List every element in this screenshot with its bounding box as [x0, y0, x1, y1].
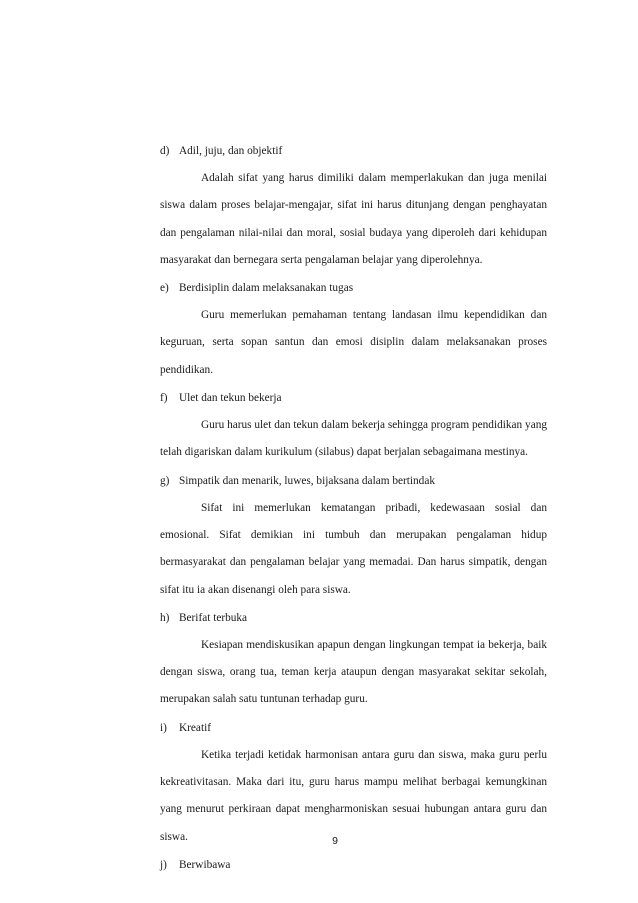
section-body-d: Adalah sifat yang harus dimiliki dalam memperlakukan dan juga menilai siswa dalam proses belajar-mengajar, sifat ini harus ditunjang dengan penghayatan dan pengalaman nilai-nilai dan moral, sosial budaya yang diperoleh dari kehidupan masyarakat dan bernegara serta pengalaman belajar yang diperolehnya. — [160, 172, 547, 266]
section-body-i: Ketika terjadi ketidak harmonisan antara guru dan siswa, maka guru perlu kekreativitasan. Maka dari itu, guru harus mampu melihat berbagai kemungkinan yang menurut perkiraan dapat mengharmoniskan sesuai hubungan antara guru dan siswa. — [160, 748, 547, 843]
section-title: Adil, juju, dan objektif — [179, 145, 283, 157]
section-title: Berifat terbuka — [179, 611, 248, 624]
section-marker: g) — [160, 474, 170, 487]
section-heading-i — [160, 714, 547, 742]
section-title: Berwibawa — [179, 858, 231, 871]
section-heading-j — [160, 851, 547, 879]
section-marker: f) — [160, 392, 168, 405]
section-marker: i) — [160, 721, 167, 734]
section-marker: h) — [160, 611, 170, 624]
section-marker: d) — [160, 145, 170, 157]
section-marker: j) — [160, 858, 167, 871]
section-title: Simpatik dan menarik, luwes, bijaksana dalam bertindak — [179, 474, 435, 487]
page-content — [160, 137, 547, 879]
section-heading-g — [160, 467, 547, 495]
section-heading-d — [160, 137, 547, 165]
section-heading-f — [160, 384, 547, 412]
section-body-h: Kesiapan mendiskusikan apapun dengan lingkungan tempat ia bekerja, baik dengan siswa, orang tua, teman kerja ataupun dengan masyarakat sekitar sekolah, merupakan salah satu tuntunan terhadap guru. — [160, 638, 547, 706]
section-marker: e) — [160, 282, 169, 295]
section-heading-e — [160, 274, 547, 302]
section-title: Ulet dan tekun bekerja — [179, 392, 282, 405]
section-body-g: Sifat ini memerlukan kematangan pribadi, kedewasaan sosial dan emosional. Sifat demikian ini tumbuh dan merupakan pengalaman hidup bermasyarakat dan pengalaman belajar yang memadai. Dan harus simpatik, dengan sifat itu ia akan disenangi oleh para siswa. — [160, 501, 547, 596]
page-number: 9 — [332, 835, 338, 847]
section-body-e: Guru memerlukan pemahaman tentang landasan ilmu kependidikan dan keguruan, serta sopan santun dan emosi disiplin dalam melaksanakan proses pendidikan. — [160, 309, 547, 376]
section-body-f: Guru harus ulet dan tekun dalam bekerja sehingga program pendidikan yang telah digariskan dalam kurikulum (silabus) dapat berjalan sebagaimana mestinya. — [160, 419, 547, 459]
section-heading-h — [160, 604, 547, 632]
section-title: Berdisiplin dalam melaksanakan tugas — [179, 282, 354, 295]
section-title: Kreatif — [179, 721, 211, 734]
